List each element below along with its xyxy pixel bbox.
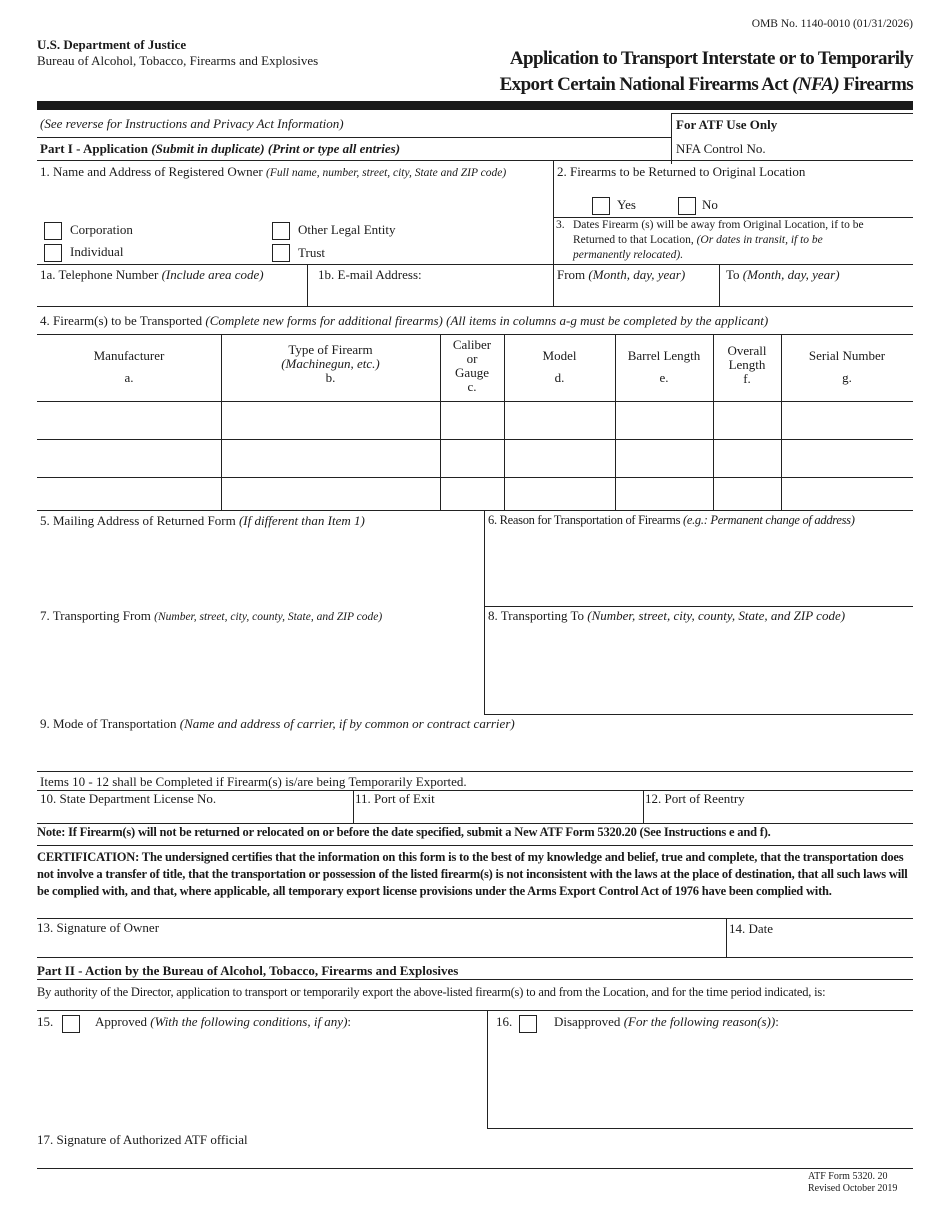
returned-yes-checkbox[interactable] — [592, 197, 610, 215]
revision-date: Revised October 2019 — [808, 1183, 898, 1194]
item7-label: 7. Transporting From (Number, street, city, county, State, and ZIP code) — [40, 608, 383, 623]
item4-label: 4. Firearm(s) to be Transported (Complete new forms for additional firearms) (All items in columns a-g must be completed by the applicant) — [40, 313, 769, 328]
transporting-from-field[interactable] — [40, 627, 480, 711]
nfa-control-number-label: NFA Control No. — [676, 141, 766, 156]
atf-use-only-label: For ATF Use Only — [676, 117, 778, 132]
item13-label: 13. Signature of Owner — [37, 920, 160, 935]
reason-for-transport-field[interactable] — [488, 532, 910, 602]
transporting-to-field[interactable] — [488, 627, 910, 711]
export-intro: Items 10 - 12 shall be Completed if Firearm(s) is/are being Temporarily Exported. — [40, 774, 467, 789]
column-header-caliber: Caliber or Gauge c. — [452, 337, 492, 394]
corporation-checkbox[interactable] — [44, 222, 62, 240]
form-number: ATF Form 5320. 20 — [808, 1171, 888, 1182]
individual-label: Individual — [70, 244, 124, 259]
owner-signature-field[interactable] — [40, 936, 720, 956]
form-title-line2: Export Certain National Firearms Act (NFA) Firearms — [499, 74, 913, 95]
item10-label: 10. State Department License No. — [40, 791, 217, 806]
omb-number: OMB No. 1140-0010 (01/31/2026) — [751, 18, 913, 30]
item16-number: 16. — [496, 1014, 513, 1029]
item11-label: 11. Port of Exit — [355, 791, 435, 806]
column-header-overall-length: Overall Length f. — [727, 343, 767, 386]
item1a-label: 1a. Telephone Number (Include area code) — [40, 267, 264, 282]
column-header-type: Type of Firearm (Machinegun, etc.) b. — [281, 342, 380, 385]
note-text: Note: If Firearm(s) will not be returned or relocated on or before the date specified, submit a New ATF Form 5320.20 (See Instructions e and f). — [37, 825, 771, 839]
mailing-address-field[interactable] — [40, 532, 480, 602]
item16-label: Disapproved (For the following reason(s)): — [554, 1014, 779, 1029]
part1-title: Part I - Application (Submit in duplicate) (Print or type all entries) — [40, 141, 401, 156]
table-row[interactable] — [38, 478, 912, 510]
item3-line1: Dates Firearm (s) will be away from Original Location, if to be — [573, 219, 864, 231]
form-title-line1: Application to Transport Interstate or to Temporarily — [509, 48, 913, 69]
returned-no-checkbox[interactable] — [678, 197, 696, 215]
item5-label: 5. Mailing Address of Returned Form (If different than Item 1) — [40, 513, 365, 528]
date-field[interactable] — [730, 938, 910, 956]
bureau-name: Bureau of Alcohol, Tobacco, Firearms and Explosives — [37, 53, 319, 68]
returned-yes-label: Yes — [617, 197, 636, 212]
trust-checkbox[interactable] — [272, 244, 290, 262]
item15-label: Approved (With the following conditions, if any): — [95, 1014, 352, 1029]
item3-line2: Returned to that Location, (Or dates in transit, if to be — [573, 234, 823, 246]
column-header-serial-number: Serial Number g. — [808, 348, 886, 385]
trust-label: Trust — [298, 245, 325, 260]
approval-conditions-field[interactable] — [40, 1034, 480, 1124]
returned-no-label: No — [702, 197, 718, 212]
to-date-label: To (Month, day, year) — [726, 267, 840, 282]
column-header-barrel-length: Barrel Length e. — [627, 348, 701, 385]
individual-checkbox[interactable] — [44, 244, 62, 262]
item3-number: 3. — [556, 219, 565, 231]
header-rule — [37, 101, 913, 110]
item1b-label: 1b. E-mail Address: — [318, 267, 422, 282]
item3-line3: permanently relocated). — [573, 249, 684, 261]
other-legal-entity-checkbox[interactable] — [272, 222, 290, 240]
see-reverse-note: (See reverse for Instructions and Privacy Act Information) — [40, 116, 344, 131]
other-legal-entity-label: Other Legal Entity — [298, 222, 396, 237]
atf-official-signature-field[interactable] — [40, 1148, 910, 1166]
department-name: U.S. Department of Justice — [37, 37, 187, 52]
item1-label: 1. Name and Address of Registered Owner (Full name, number, street, city, State and ZIP code) — [40, 164, 507, 179]
item9-label: 9. Mode of Transportation (Name and address of carrier, if by common or contract carrier) — [40, 716, 515, 731]
item12-label: 12. Port of Reentry — [645, 791, 745, 806]
item6-label: 6. Reason for Transportation of Firearms (e.g.: Permanent change of address) — [488, 513, 855, 527]
certification-text: CERTIFICATION: The undersigned certifies that the information on this form is to the best of my knowledge and belief, true and complete, that the transportation does not involve a transfer of title, that the transportation or possession of the listed firearm(s) is not inconsistent with the laws at the place of destination, that all such laws will be complied with, and that, where applicable, all temporary export license provisions under the Arms Export Control Act of 1976 have been complied with. — [37, 850, 908, 898]
part2-title: Part II - Action by the Bureau of Alcohol, Tobacco, Firearms and Explosives — [37, 963, 459, 978]
column-header-model: Model d. — [542, 348, 577, 385]
disapproval-reasons-field[interactable] — [492, 1034, 910, 1124]
item17-label: 17. Signature of Authorized ATF official — [37, 1132, 248, 1147]
mode-of-transportation-field[interactable] — [40, 734, 910, 768]
disapproved-checkbox[interactable] — [519, 1015, 537, 1033]
from-date-label: From (Month, day, year) — [557, 267, 686, 282]
table-row[interactable] — [38, 440, 912, 477]
table-row[interactable] — [38, 402, 912, 439]
item2-label: 2. Firearms to be Returned to Original Location — [557, 164, 806, 179]
corporation-label: Corporation — [70, 222, 133, 237]
item15-number: 15. — [37, 1014, 54, 1029]
column-header-manufacturer: Manufacturer a. — [93, 348, 165, 385]
approved-checkbox[interactable] — [62, 1015, 80, 1033]
authority-text: By authority of the Director, application to transport or temporarily export the above-listed firearm(s) to and from the Location, and for the time period indicated, is: — [37, 985, 826, 999]
item14-label: 14. Date — [729, 921, 774, 936]
item8-label: 8. Transporting To (Number, street, city, county, State, and ZIP code) — [488, 608, 846, 623]
